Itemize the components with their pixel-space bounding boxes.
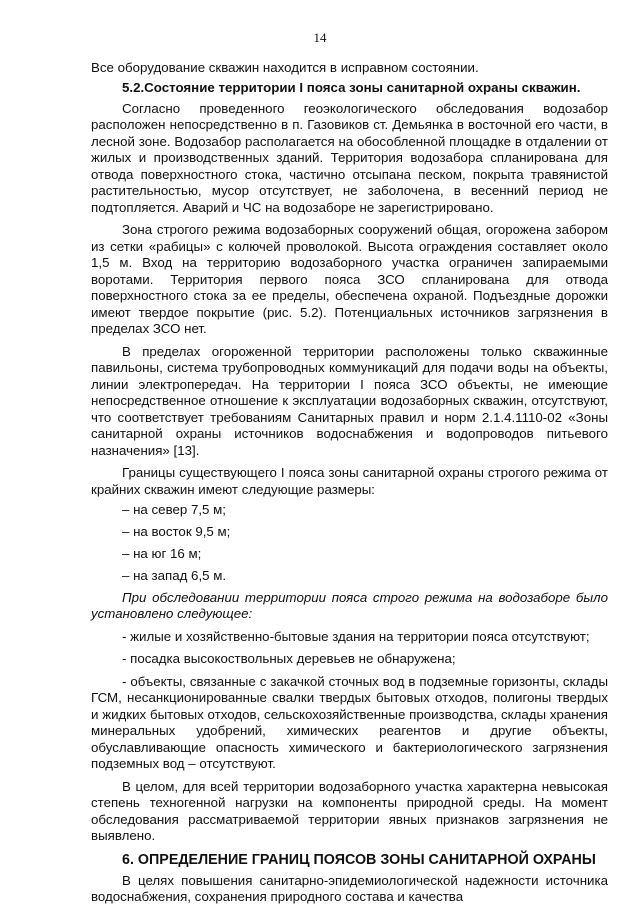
survey-paragraph: Согласно проведенного геоэкологического обследования водозабор расположен непосредственно в п. Газовиков ст. Демьянка в восточной его части, в лесной зоне. Водозабор располагается на обособленной площадке в отдалении от жилых и производственных зданий. Территория водозабора спланирована для отвода поверхностного стока, частично отсыпана песком, покрыта травянистой растительностью, мусор отсутствует, не заболочена, в весенний период не подтопляется. Аварий и ЧС на водозаборе не зарегистрировано. xyxy=(91,100,608,215)
findings-intro-paragraph: При обследовании территории пояса строго режима на водозаборе было установлено следующее: xyxy=(91,589,608,621)
page-body xyxy=(91,60,608,909)
section-5-2-heading: 5.2.Состояние территории I пояса зоны санитарной охраны скважин. xyxy=(122,80,581,95)
equipment-status-paragraph: Все оборудование скважин находится в исправном состоянии. xyxy=(91,60,479,75)
finding-buildings: - жилые и хозяйственно-бытовые здания на территории пояса отсутствуют; xyxy=(122,628,590,644)
strict-zone-paragraph: Зона строгого режима водозаборных сооружений общая, огорожена забором из сетки «рабицы» с колючей проволокой. Высота ограждения составляет около 1,5 м. Вход на территорию водозаборного участка ограничен запираемыми воротами. Территория первого пояса ЗСО спланирована для отвода поверхностного стока за ее пределы, обеспечена охраной. Подъездные дорожки имеют твердое покрытие (рис. 5.2). Потенциальных источников загрязнения в пределах ЗСО нет. xyxy=(91,222,608,336)
section-6-heading: 6. ОПРЕДЕЛЕНИЕ ГРАНИЦ ПОЯСОВ ЗОНЫ САНИТАРНОЙ ОХРАНЫ xyxy=(122,851,596,868)
boundaries-paragraph: Границы существующего I пояса зоны санитарной охраны строгого режима от крайних скважин имеют следующие размеры: xyxy=(91,465,608,497)
page-number: 14 xyxy=(313,30,327,45)
boundary-west: – на запад 6,5 м. xyxy=(122,567,227,583)
finding-objects: - объекты, связанные с закачкой сточных вод в подземные горизонты, склады ГСМ, несанкционированные свалки твердых бытовых отходов, полигоны твердых и жидких бытовых отходов, сельскохозяйственные производства, склады хранения минеральных удобрений, химических реагентов и другие объекты, обуславливающие опасность химического и бактериологического загрязнения подземных вод – отсутствуют. xyxy=(91,673,608,771)
fenced-territory-paragraph: В пределах огороженной территории расположены только скважинные павильоны, система трубопроводных коммуникаций для подачи воды на объекты, линии электропередач. На территории I пояса ЗСО объекты, не имеющие непосредственное отношение к эксплуатации водозаборных скважин, отсутствуют, что соответствует требованиям Санитарных правил и норм 2.1.4.1110-02 «Зоны санитарной охраны источников водоснабжения и водопроводов питьевого назначения» [13]. xyxy=(91,343,608,458)
finding-trees: - посадка высокоствольных деревьев не обнаружена; xyxy=(122,651,456,666)
boundary-east: – на восток 9,5 м; xyxy=(122,523,231,539)
boundary-north: – на север 7,5 м; xyxy=(122,501,226,517)
boundary-south: – на юг 16 м; xyxy=(122,545,202,561)
section-6-paragraph: В целях повышения санитарно-эпидемиологической надежности источника водоснабжения, сохранения природного состава и качества xyxy=(91,872,608,904)
conclusion-paragraph: В целом, для всей территории водозаборного участка характерна невысокая степень техногенной нагрузки на компоненты природной среды. На момент обследования рассматриваемой территории явных признаков загрязнения не выявлено. xyxy=(91,778,608,843)
